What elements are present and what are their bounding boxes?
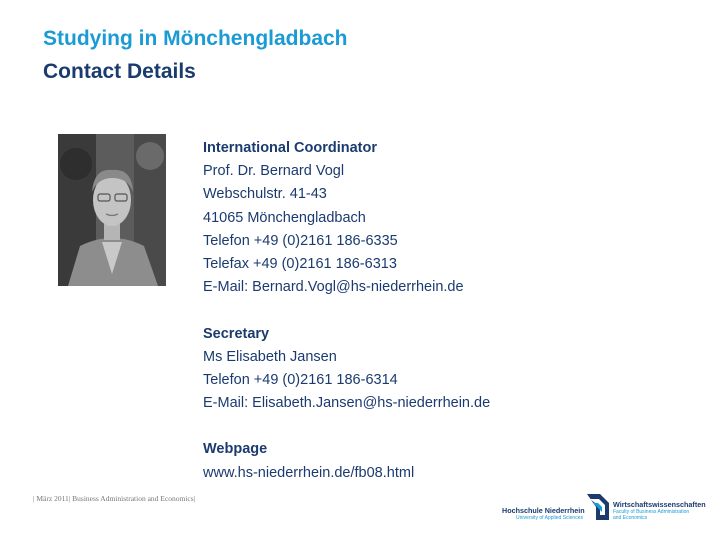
faculty-subtitle-line1: Faculty of Business Administration [613, 509, 690, 515]
coordinator-name: Prof. Dr. Bernard Vogl [203, 163, 345, 180]
spacer [203, 299, 703, 322]
contact-details [203, 137, 703, 485]
coordinator-phone: Telefon +49 (0)2161 186-6335 [203, 232, 398, 249]
secretary-phone: Telefon +49 (0)2161 186-6314 [203, 371, 398, 388]
university-name: Hochschule Niederrhein [502, 506, 585, 515]
coordinator-heading: International Coordinator [203, 140, 377, 156]
footer-text: | März 2011| Business Administration and Economics| [33, 494, 196, 503]
coordinator-street: Webschulstr. 41-43 [203, 186, 327, 203]
university-logo [502, 493, 712, 527]
faculty-subtitle-line2: and Economics [613, 515, 648, 521]
page-title: Studying in Mönchengladbach [43, 27, 348, 50]
webpage-heading: Webpage [203, 441, 268, 458]
secretary-email: E-Mail: Elisabeth.Jansen@hs-niederrhein.de [203, 395, 491, 412]
coordinator-city: 41065 Mönchengladbach [203, 209, 366, 226]
university-subtitle: University of Applied Sciences [516, 515, 583, 521]
page-subtitle: Contact Details [43, 60, 196, 83]
secretary-heading: Secretary [203, 325, 270, 342]
webpage-link[interactable]: www.hs-niederrhein.de/fb08.html [203, 464, 415, 481]
spacer [203, 415, 703, 438]
coordinator-email: E-Mail: Bernard.Vogl@hs-niederrhein.de [203, 279, 464, 296]
coordinator-fax: Telefax +49 (0)2161 186-6313 [203, 255, 397, 272]
university-logo-text [502, 506, 585, 521]
faculty-logo-text [613, 500, 706, 521]
faculty-name: Wirtschaftswissenschaften [613, 500, 706, 509]
hs-niederrhein-logo-icon [586, 493, 610, 521]
secretary-name: Ms Elisabeth Jansen [203, 348, 337, 365]
coordinator-photo [58, 134, 166, 286]
